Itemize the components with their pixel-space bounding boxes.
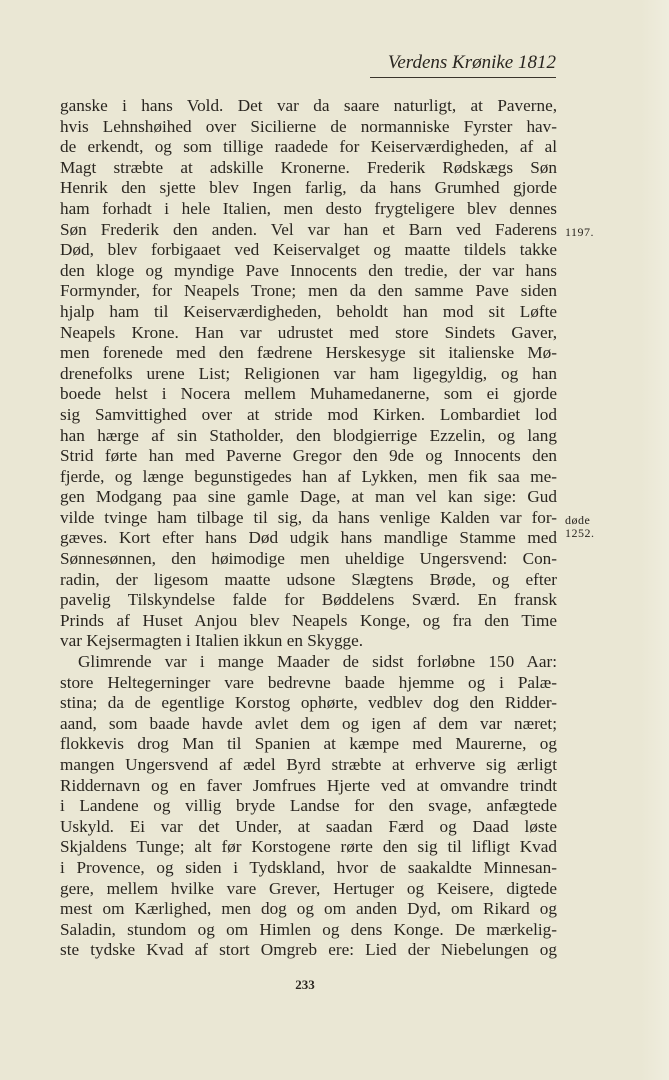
text-line: den kloge og myndige Pave Innocents den tredie, der var hans <box>60 260 557 280</box>
page-number: 233 <box>295 977 315 992</box>
body-text <box>60 96 557 961</box>
text-line: Riddernavn og en faver Jomfrues Hjerte ved at omvandre trindt <box>60 775 557 795</box>
margin-note-year: 1252. <box>565 526 595 540</box>
text-line: Henrik den sjette blev Ingen farlig, da hans Grumhed gjorde <box>60 178 557 198</box>
text-line: men forenede med den fædrene Herskesyge sit italienske Mø- <box>60 343 557 363</box>
text-line: boede helst i Nocera mellem Muhamedanerne, som ei gjorde <box>60 384 557 404</box>
text-line: hjalp ham til Keiserværdigheden, beholdt han mod sit Løfte <box>60 301 557 321</box>
running-title: Verdens Krønike 1812 <box>370 52 556 78</box>
text-line: sig Samvittighed over at stride mod Kirken. Lombardiet lod <box>60 404 557 424</box>
page-edge <box>641 0 669 1080</box>
text-line: var Kejsermagten i Italien ikkun en Skygge. <box>60 631 364 651</box>
text-line: Sønnesønnen, den høimodige men uheldige Ungersvend: Con- <box>60 549 557 569</box>
text-line: vilde tvinge ham tilbage til sig, da hans venlige Kalden var for- <box>60 507 557 527</box>
text-line: drenefolks urene List; Religionen var ham ligegyldig, og han <box>60 363 557 383</box>
text-line: gæves. Kort efter hans Død udgik hans mandlige Stamme med <box>60 528 557 548</box>
text-line: Søn Frederik den anden. Vel var han et Barn ved Faderens <box>60 219 557 239</box>
text-line: ste tydske Kvad af stort Omgreb ere: Lied der Niebelungen og <box>60 940 557 960</box>
text-line: radin, der ligesom maatte udsone Slægtens Brøde, og efter <box>60 569 557 589</box>
text-line: i Provence, og siden i Tydskland, hvor de saakaldte Minnesan- <box>60 857 557 877</box>
text-line: Død, blev forbigaaet ved Keiservalget og maatte tildels takke <box>60 240 557 260</box>
text-line: aand, som baade havde avlet dem og igen af dem var næret; <box>60 713 557 733</box>
text-line: flokkevis drog Man til Spanien at kæmpe med Maurerne, og <box>60 734 557 754</box>
text-line: gen Modgang paa sine gamle Dage, at man vel kan sige: Gud <box>60 487 557 507</box>
margin-note-died: døde <box>565 513 591 527</box>
text-line: Prinds af Huset Anjou blev Neapels Konge, og fra den Time <box>60 610 557 630</box>
margin-note-year: 1197. <box>565 225 595 239</box>
text-line: Skjaldens Tunge; alt før Korstogene rørte den sig til lifligt Kvad <box>60 837 557 857</box>
text-line: hvis Lehnshøihed over Sicilierne de normanniske Fyrster hav- <box>60 116 557 136</box>
text-line: Strid førte han med Paverne Gregor den 9de og Innocents den <box>60 446 557 466</box>
text-line: Saladin, stundom og om Himlen og dens Konge. De mærkelig- <box>60 919 557 939</box>
text-line: mangen Ungersvend af ædel Byrd stræbte at erhverve sig ærligt <box>60 755 557 774</box>
text-line: i Landene og villig bryde Landse for den svage, anfægtede <box>60 796 557 816</box>
text-line: Glimrende var i mange Maader de sidst forløbne 150 Aar: <box>78 652 557 672</box>
text-line: Formynder, for Neapels Trone; men da den samme Pave siden <box>60 281 557 301</box>
text-line: mest om Kærlighed, men dog og om anden Dyd, om Rikard og <box>60 899 557 919</box>
text-line: stina; da de egentlige Korstog ophørte, vedblev dog den Ridder- <box>60 693 557 713</box>
text-line: fjerde, og længe begunstigedes han af Lykken, men fik saa me- <box>60 466 557 486</box>
text-line: Neapels Krone. Han var udrustet med store Sindets Gaver, <box>60 322 557 342</box>
text-line: pavelig Tilskyndelse falde for Bøddelens Sværd. En fransk <box>60 590 557 610</box>
text-line: gere, mellem hvilke vare Grever, Hertuger og Keisere, digtede <box>60 878 557 898</box>
text-line: ham forhadt i hele Italien, men desto frygteligere blev dennes <box>60 198 557 218</box>
text-line: Uskyld. Ei var det Under, at saadan Færd og Daad løste <box>60 816 557 836</box>
text-line: Magt stræbte at adskille Kronerne. Frederik Rødskægs Søn <box>60 157 557 177</box>
text-line: han hærge af sin Statholder, den blodgierrige Ezzelin, og lang <box>60 425 557 445</box>
text-line: ganske i hans Vold. Det var da saare naturligt, at Paverne, <box>60 96 557 115</box>
text-line: de erkendt, og som tillige raadede for Keiserværdigheden, af al <box>60 137 557 157</box>
text-line: store Heltegerninger vare bedrevne baade hjemme og i Palæ- <box>60 672 557 692</box>
